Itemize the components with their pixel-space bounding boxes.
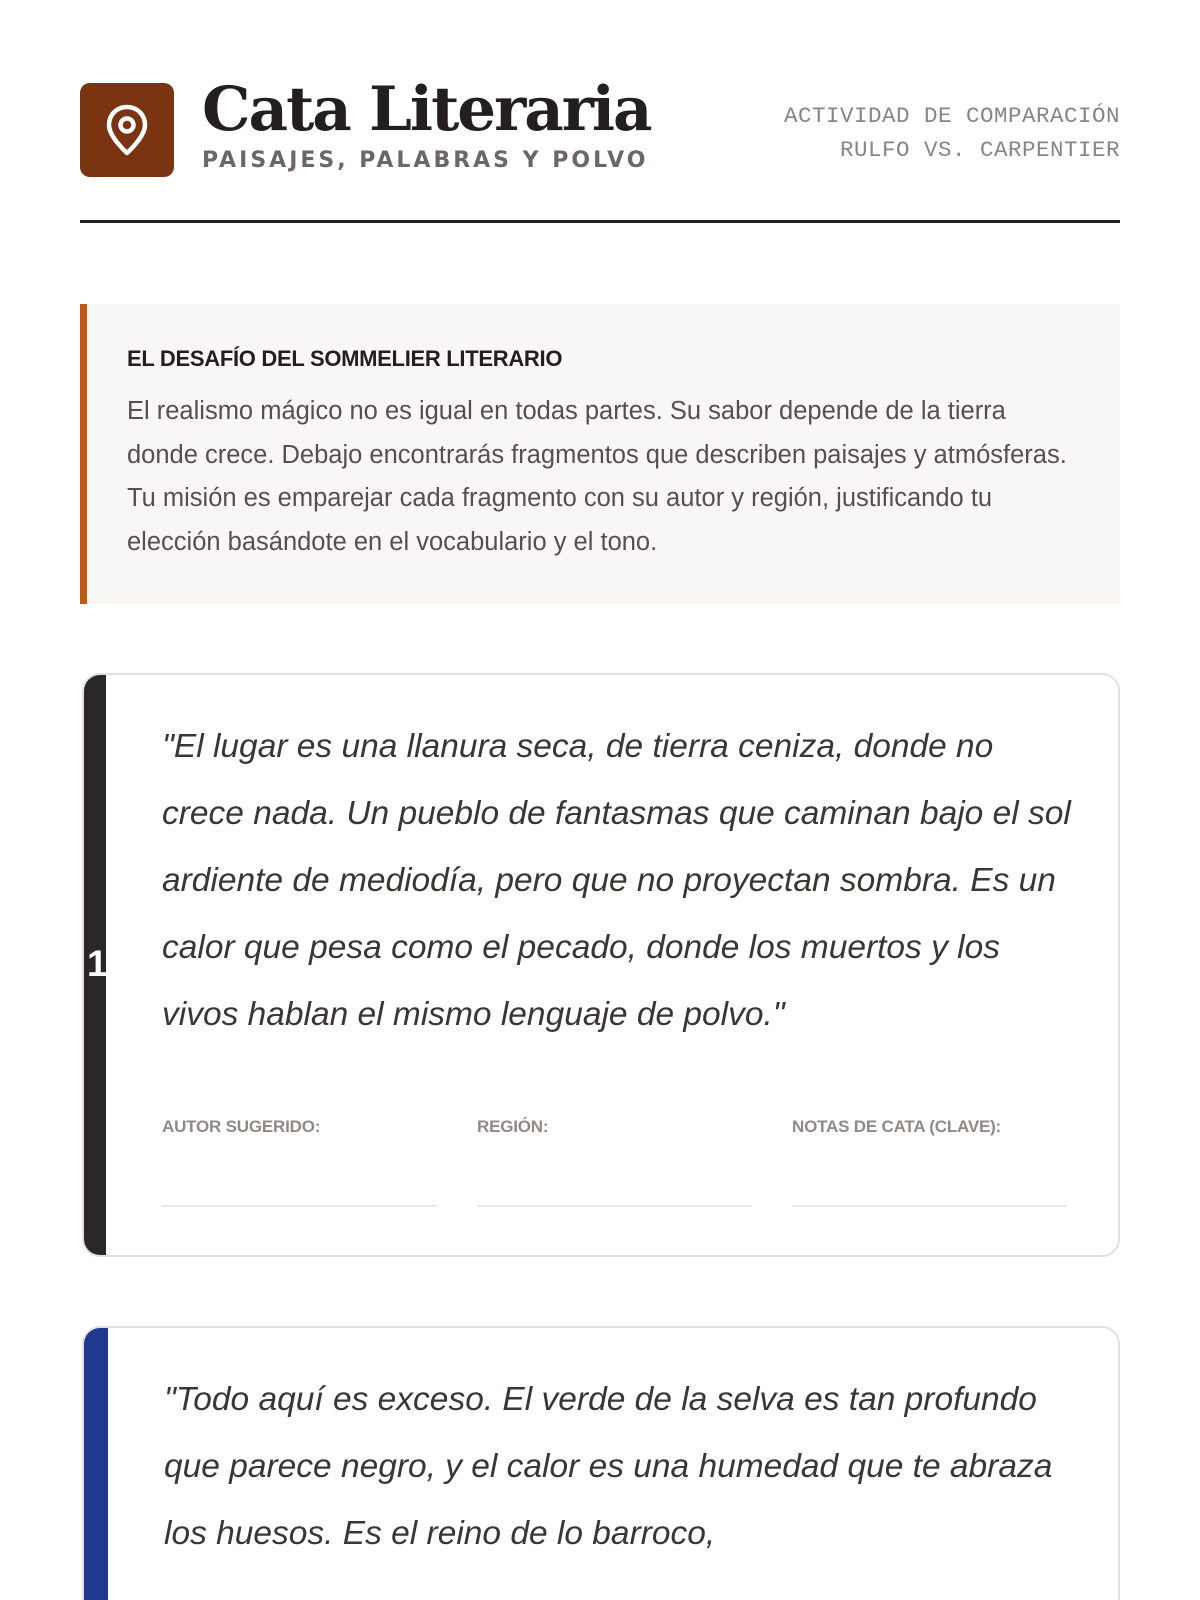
- page-subtitle: PAISAJES, PALABRAS Y POLVO: [202, 148, 649, 173]
- activity-meta: [784, 99, 1120, 167]
- tasting-notes-field[interactable]: [792, 1117, 1067, 1207]
- activity-authors: RULFO VS. CARPENTIER: [839, 137, 1120, 163]
- fragment-card-1: [82, 673, 1120, 1257]
- map-pin-icon: [105, 104, 149, 156]
- answer-fields: [162, 1117, 1072, 1207]
- fragment-card-2: [82, 1326, 1120, 1600]
- region-field-label: REGIÓN:: [477, 1117, 549, 1136]
- page-title: Cata Literaria: [202, 74, 651, 145]
- fragment-quote: "El lugar es una llanura seca, de tierra ceniza, donde no crece nada. Un pueblo de fantasmas que caminan bajo el sol ardiente de mediodía, pero que no proyectan sombra. Es un calor que pesa como el pecado, donde los muertos y los vivos hablan el mismo lenguaje de polvo.": [162, 728, 1071, 1033]
- fragment-quote: "Todo aquí es exceso. El verde de la selva es tan profundo que parece negro, y el calor es una humedad que te abraza los huesos. Es el reino de lo barroco,: [164, 1381, 1053, 1552]
- author-field-label: AUTOR SUGERIDO:: [162, 1117, 321, 1136]
- intro-box: [80, 304, 1120, 604]
- region-field[interactable]: [477, 1117, 752, 1207]
- intro-body: El realismo mágico no es igual en todas partes. Su sabor depende de la tierra donde crece. Debajo encontrarás fragmentos que describen paisajes y atmósferas. Tu misión es emparejar cada fragmento con su autor y región, justificando tu elección basándote en el vocabulario y el tono.: [127, 397, 1067, 556]
- fragment-number: 1: [87, 943, 108, 984]
- fragment-accent-bar: [84, 675, 106, 1255]
- logo: [80, 83, 174, 177]
- activity-type: ACTIVIDAD DE COMPARACIÓN: [783, 103, 1120, 129]
- page-header: [80, 74, 1120, 223]
- fragment-accent-bar: [84, 1328, 108, 1600]
- tasting-notes-field-label: NOTAS DE CATA (CLAVE):: [792, 1117, 1002, 1136]
- intro-heading: EL DESAFÍO DEL SOMMELIER LITERARIO: [127, 346, 563, 371]
- author-field[interactable]: [162, 1117, 437, 1207]
